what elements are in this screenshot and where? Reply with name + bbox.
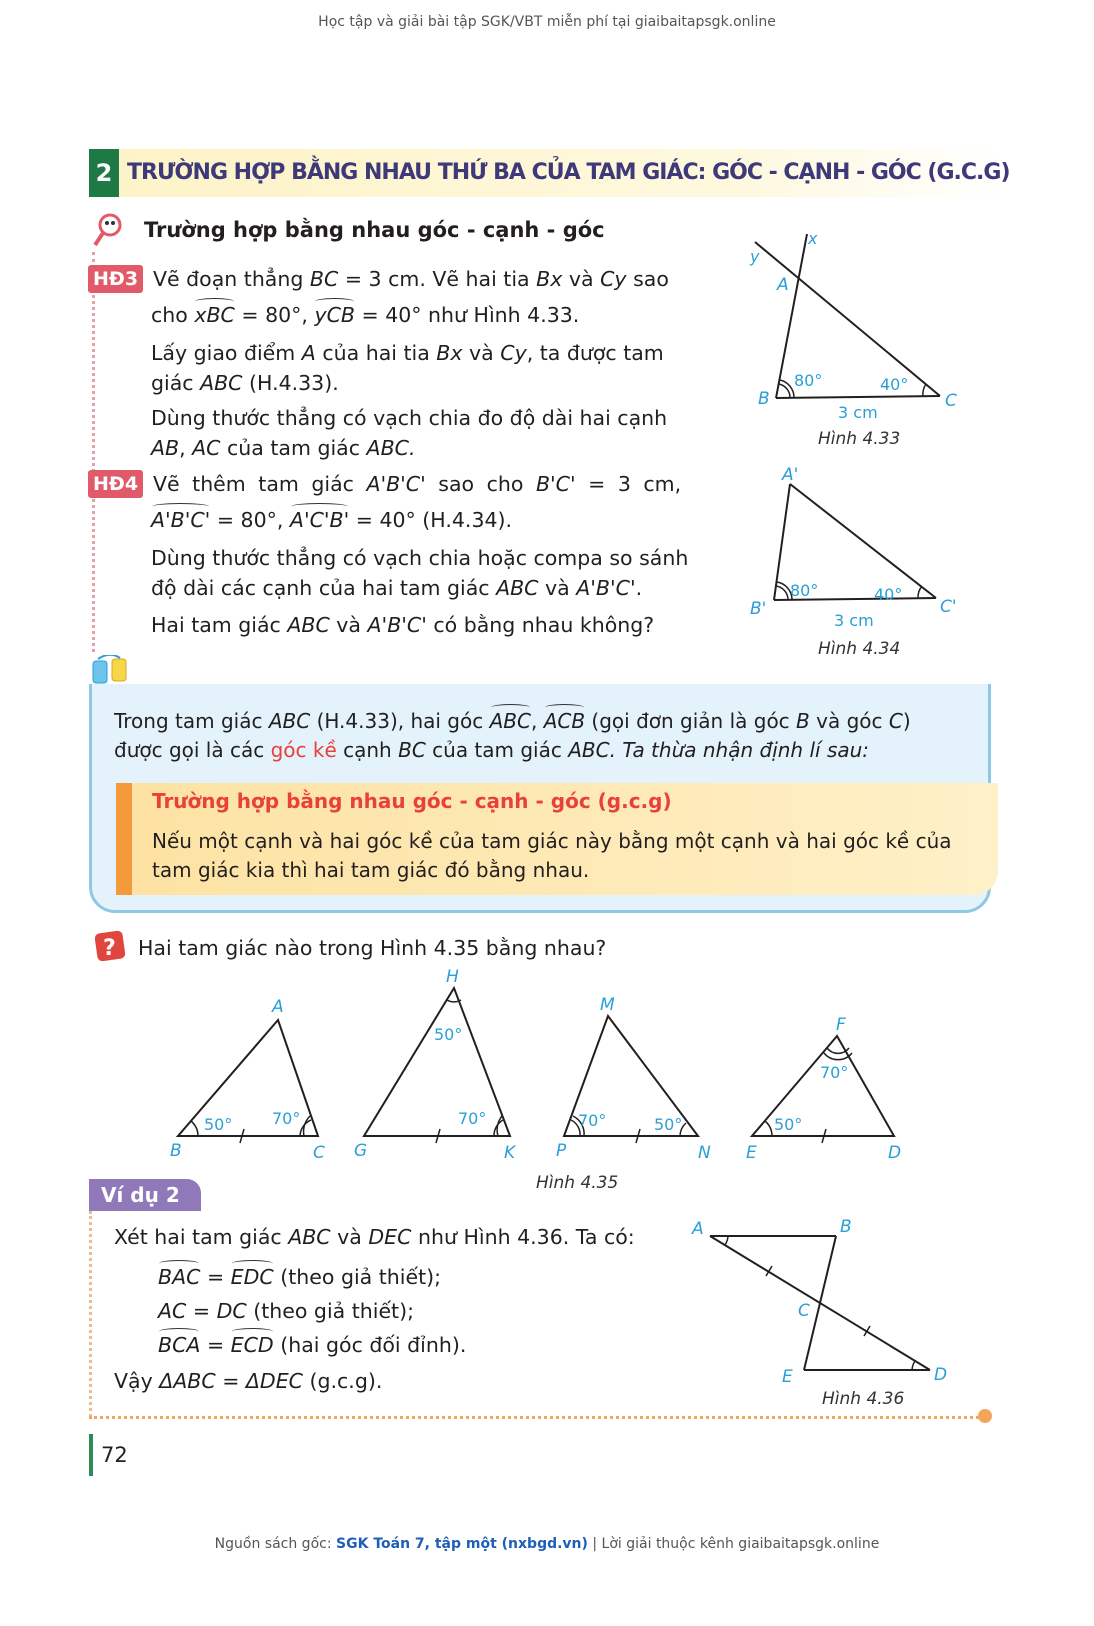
fig436-C: C (798, 1301, 810, 1321)
svg-text:70°: 70° (578, 1111, 607, 1130)
hd3-para2: Lấy giao điểm A của hai tia Bx và Cy, ta được tam giác ABC (H.4.33). (151, 341, 664, 395)
svg-text:K: K (504, 1143, 516, 1163)
fig434-A: A' (782, 465, 799, 485)
figure-4-35 (160, 960, 920, 1195)
section-number: 2 (89, 149, 119, 197)
fig434-angle-B: 80° (790, 581, 819, 600)
subheading: Trường hợp bằng nhau góc - cạnh - góc (144, 218, 605, 242)
svg-text:50°: 50° (204, 1115, 233, 1134)
svg-text:N: N (698, 1143, 711, 1163)
svg-text:E: E (746, 1143, 757, 1163)
svg-text:P: P (556, 1141, 567, 1161)
svg-text:A: A (272, 997, 284, 1017)
hd4-line2: A'B'C' = 80°, A'C'B' = 40° (H.4.34). (151, 505, 512, 535)
fig433-B: B (758, 389, 770, 409)
svg-text:?: ? (103, 936, 116, 961)
hd3-tag: HĐ3 (88, 265, 143, 293)
svg-text:D: D (888, 1143, 902, 1163)
svg-text:50°: 50° (654, 1115, 683, 1134)
hd4-line1: Vẽ thêm tam giác A'B'C' sao cho B'C' = 3 cm, (153, 472, 682, 496)
fig436-D: D (934, 1365, 948, 1385)
hd3-line1: Vẽ đoạn thẳng BC = 3 cm. Vẽ hai tia Bx và Cy sao (153, 267, 669, 291)
footer: Nguồn sách gốc: SGK Toán 7, tập một (nxbgd.vn) | Lời giải thuộc kênh giaibaitapsgk.online (214, 1536, 880, 1552)
example-row3: BCA = ECD (hai góc đối đỉnh). (158, 1330, 466, 1360)
example-row2: AC = DC (theo giả thiết); (158, 1299, 415, 1323)
fig433-y: y (750, 247, 760, 266)
figure-4-36 (690, 1212, 960, 1412)
hd3-line2: cho xBC = 80°, yCB = 40° như Hình 4.33. (151, 300, 579, 330)
svg-text:H: H (446, 967, 459, 987)
svg-text:C: C (313, 1143, 325, 1163)
hd-dotted-rule (92, 252, 95, 652)
adjacent-angle-term: góc kề (270, 738, 337, 762)
theorem-box (116, 783, 998, 895)
fig434-angle-C: 40° (874, 585, 903, 604)
example-left-rule (89, 1211, 92, 1417)
figure-4-33 (740, 228, 980, 458)
question-text: Hai tam giác nào trong Hình 4.35 bằng nhau? (138, 936, 607, 960)
fig434-C: C' (940, 597, 957, 617)
theorem-body: Nếu một cạnh và hai góc kề của tam giác này bằng một cạnh và hai góc kề của tam giác kia thì hai tam giác đó bằng nhau. (152, 829, 952, 882)
fig435-caption: Hình 4.35 (536, 1173, 619, 1193)
fig434-B: B' (750, 599, 767, 619)
fig433-angle-C: 40° (880, 375, 909, 394)
svg-text:50°: 50° (434, 1025, 463, 1044)
example-tag: Ví dụ 2 (89, 1179, 201, 1211)
hd3-para3: Dùng thước thẳng có vạch chia đo độ dài hai cạnh AB, AC của tam giác ABC. (151, 406, 668, 460)
svg-text:70°: 70° (820, 1063, 849, 1082)
svg-text:50°: 50° (774, 1115, 803, 1134)
section-heading (89, 149, 1009, 197)
example-conclusion: Vậy ΔABC = ΔDEC (g.c.g). (114, 1369, 383, 1393)
svg-text:F: F (836, 1015, 846, 1035)
page-number: 72 (89, 1434, 128, 1476)
fig436-caption: Hình 4.36 (822, 1389, 905, 1409)
triangle-hgk (354, 967, 517, 1163)
knowledge-line1: Trong tam giác ABC (H.4.33), hai góc ABC, ACB (gọi đơn giản là góc B và góc C) (114, 706, 911, 736)
svg-text:70°: 70° (272, 1109, 301, 1128)
fig434-length: 3 cm (834, 611, 874, 630)
question-icon (92, 928, 128, 964)
hd4-tag: HĐ4 (88, 470, 143, 498)
example-line1: Xét hai tam giác ABC và DEC như Hình 4.36. Ta có: (114, 1225, 635, 1249)
triangle-abc (170, 997, 325, 1163)
svg-text:M: M (600, 995, 615, 1015)
fig434-caption: Hình 4.34 (818, 639, 901, 659)
section-title: TRƯỜNG HỢP BẰNG NHAU THỨ BA CỦA TAM GIÁC: GÓC - CẠNH - GÓC (G.C.G) (127, 160, 1010, 185)
triangle-fed (746, 1015, 901, 1163)
footer-source-link[interactable]: SGK Toán 7, tập một (nxbgd.vn) (336, 1536, 588, 1552)
magnifier-icon (90, 205, 126, 249)
fig436-A: A (692, 1219, 704, 1239)
fig433-caption: Hình 4.33 (818, 429, 901, 449)
svg-text:B: B (170, 1141, 182, 1161)
hd4-para3: Hai tam giác ABC và A'B'C' có bằng nhau không? (151, 613, 655, 637)
svg-text:G: G (354, 1141, 368, 1161)
hd4-para2: Dùng thước thẳng có vạch chia hoặc compa so sánh độ dài các cạnh của hai tam giác ABC và A'B'C'. (151, 546, 689, 600)
fig433-angle-B: 80° (794, 371, 823, 390)
fig433-x: x (808, 229, 818, 248)
fig433-length: 3 cm (838, 403, 878, 422)
fig433-A: A (777, 275, 789, 295)
fig436-E: E (782, 1367, 793, 1387)
knowledge-line2: được gọi là các góc kề cạnh BC của tam giác ABC. Ta thừa nhận định lí sau: (114, 738, 870, 762)
example-row1: BAC = EDC (theo giả thiết); (158, 1262, 441, 1292)
svg-text:70°: 70° (458, 1109, 487, 1128)
triangle-mpn (556, 995, 711, 1163)
fig433-C: C (945, 391, 957, 411)
figure-4-34 (740, 462, 980, 662)
example-bottom-rule (89, 1416, 979, 1419)
theorem-title: Trường hợp bằng nhau góc - cạnh - góc (g.c.g) (152, 789, 672, 813)
fig436-B: B (840, 1217, 852, 1237)
example-end-dot (978, 1409, 992, 1423)
watermark-top: Học tập và giải bài tập SGK/VBT miễn phí tại giaibaitapsgk.online (318, 14, 776, 30)
